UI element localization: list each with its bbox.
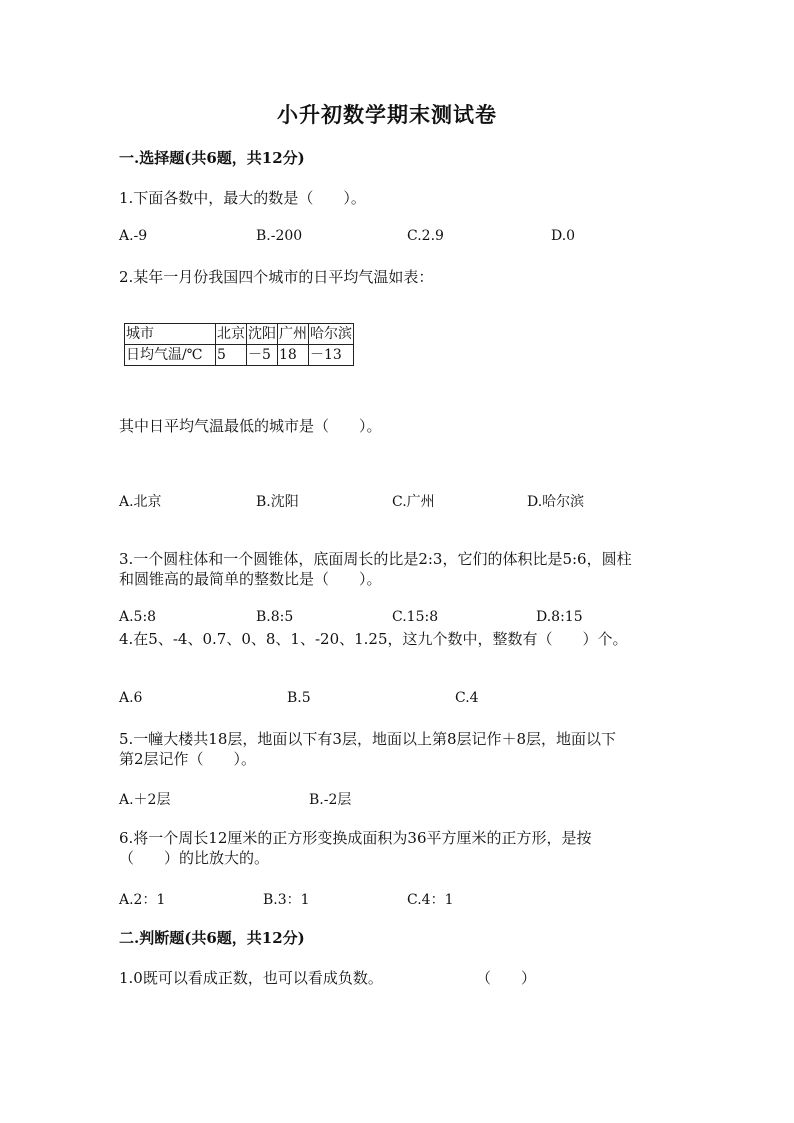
q2-option-d: D.哈尔滨	[527, 494, 585, 510]
question-3-line-2: 和圆锥高的最简单的整数比是（ ）。	[119, 570, 382, 588]
page-title: 小升初数学期末测试卷	[277, 102, 497, 127]
q1-option-c: C.2.9	[407, 228, 444, 244]
q3-option-a: A.5:8	[119, 609, 157, 625]
table-cell: 城市	[125, 324, 216, 345]
question-2-text: 2.某年一月份我国四个城市的日平均气温如表：	[119, 268, 434, 286]
table-cell: 广州	[278, 324, 309, 345]
q1-option-a: A.-9	[119, 228, 148, 244]
judgment-1-bracket: （ ）	[476, 969, 537, 987]
table-cell: 哈尔滨	[309, 324, 354, 345]
table-cell: －5	[247, 345, 278, 366]
q4-option-a: A.6	[119, 690, 143, 706]
q3-option-d: D.8:15	[536, 609, 583, 625]
q4-option-b: B.5	[287, 690, 311, 706]
q3-option-b: B.8:5	[256, 609, 294, 625]
table-row	[125, 345, 354, 366]
q6-option-a: A.2：1	[119, 892, 166, 908]
q5-option-b: B.-2层	[309, 792, 352, 808]
question-6-line-2: （ ）的比放大的。	[119, 849, 270, 867]
question-6-line-1: 6.将一个周长12厘米的正方形变换成面积为36平方厘米的正方形，是按	[119, 829, 592, 847]
table-cell: 5	[216, 345, 247, 366]
section-heading-judgment: 二.判断题(共6题，共12分)	[119, 929, 305, 947]
table-cell: －13	[309, 345, 354, 366]
question-3-line-1: 3.一个圆柱体和一个圆锥体，底面周长的比是2:3，它们的体积比是5:6，圆柱	[119, 550, 632, 568]
section-heading-choice: 一.选择题(共6题，共12分)	[119, 149, 305, 167]
q2-option-c: C.广州	[392, 494, 435, 510]
question-2-prompt: 其中日平均气温最低的城市是（ ）。	[119, 417, 382, 435]
question-4-text: 4.在5、-4、0.7、0、8、1、-20、1.25，这九个数中，整数有（ ）个。	[119, 630, 628, 648]
question-5-line-2: 第2层记作（ ）。	[119, 750, 257, 768]
table-cell: 沈阳	[247, 324, 278, 345]
table-cell: 北京	[216, 324, 247, 345]
q1-option-d: D.0	[551, 228, 576, 244]
q6-option-c: C.4：1	[407, 892, 454, 908]
temperature-table	[124, 323, 354, 366]
q4-option-c: C.4	[455, 690, 479, 706]
question-5-line-1: 5.一幢大楼共18层，地面以下有3层，地面以上第8层记作＋8层，地面以下	[119, 730, 617, 748]
q6-option-b: B.3：1	[263, 892, 310, 908]
table-cell: 日均气温/℃	[125, 345, 216, 366]
q3-option-c: C.15:8	[392, 609, 439, 625]
table-header-row	[125, 324, 354, 345]
table-cell: 18	[278, 345, 309, 366]
q1-option-b: B.-200	[256, 228, 303, 244]
q2-option-b: B.沈阳	[256, 494, 299, 510]
question-1-text: 1.下面各数中，最大的数是（ ）。	[119, 189, 366, 207]
judgment-1-text: 1.0既可以看成正数，也可以看成负数。	[119, 969, 383, 987]
q5-option-a: A.＋2层	[119, 792, 171, 808]
q2-option-a: A.北京	[119, 494, 162, 510]
